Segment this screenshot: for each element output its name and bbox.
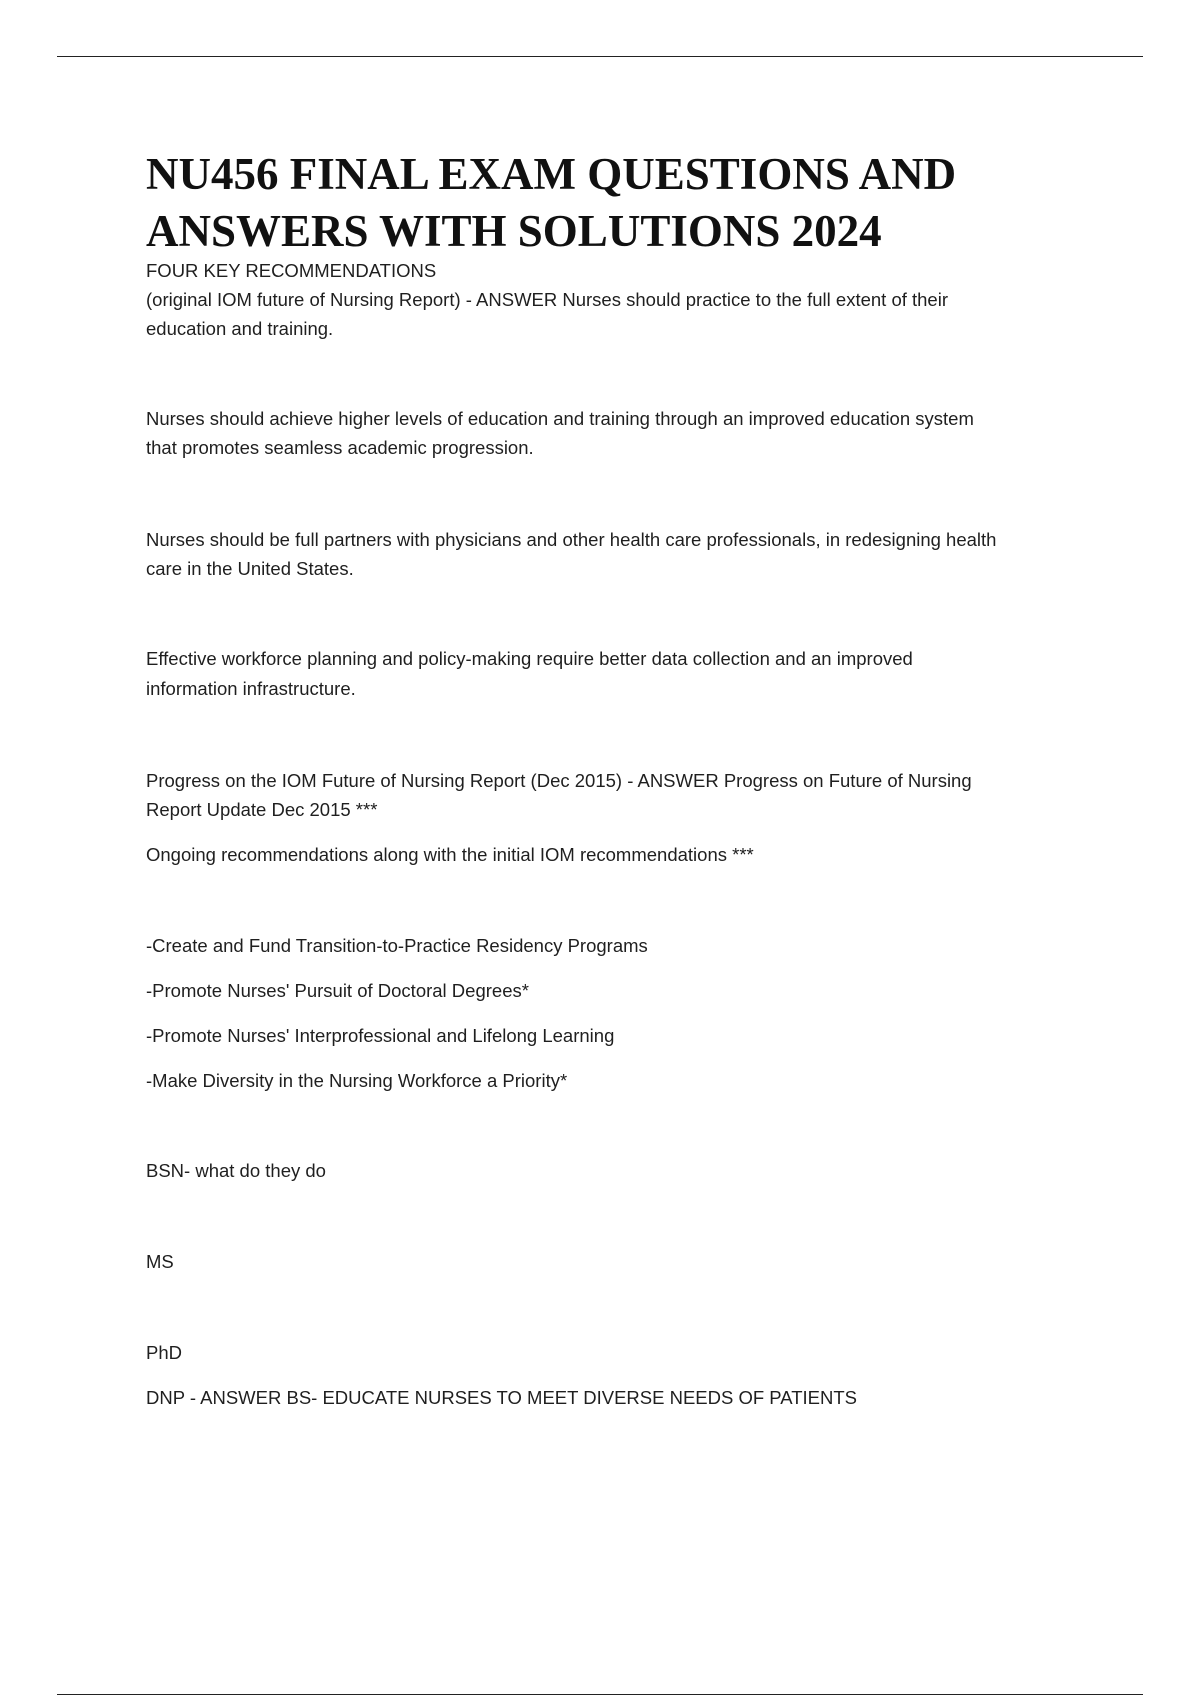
text-line: Ongoing recommendations along with the initial IOM recommendations *** — [146, 844, 754, 865]
text-line: information infrastructure. — [146, 678, 356, 699]
list-item: -Make Diversity in the Nursing Workforce a Priority* — [146, 1070, 568, 1091]
title-line-2: ANSWERS WITH SOLUTIONS 2024 — [146, 206, 882, 256]
top-rule — [57, 56, 1143, 57]
text-line: Report Update Dec 2015 *** — [146, 799, 378, 820]
document-title — [146, 146, 1106, 260]
text-line: (original IOM future of Nursing Report) - ANSWER Nurses should practice to the full extent of their — [146, 289, 948, 310]
text-line: Effective workforce planning and policy-making require better data collection and an improved — [146, 648, 913, 669]
bottom-rule — [57, 1694, 1143, 1695]
text-line: education and training. — [146, 318, 334, 339]
list-item: -Promote Nurses' Interprofessional and Lifelong Learning — [146, 1025, 615, 1046]
text-line: care in the United States. — [146, 558, 354, 579]
text-line: Nurses should achieve higher levels of education and training through an improved education system — [146, 408, 974, 429]
section-heading: FOUR KEY RECOMMENDATIONS — [146, 260, 437, 281]
text-line: MS — [146, 1251, 174, 1272]
list-item: -Promote Nurses' Pursuit of Doctoral Degrees* — [146, 980, 529, 1001]
list-item: -Create and Fund Transition-to-Practice Residency Programs — [146, 935, 648, 956]
text-line: PhD — [146, 1342, 182, 1363]
text-line: BSN- what do they do — [146, 1160, 326, 1181]
text-line: that promotes seamless academic progression. — [146, 437, 534, 458]
title-line-1: NU456 FINAL EXAM QUESTIONS AND — [146, 149, 957, 199]
text-line: Nurses should be full partners with physicians and other health care professionals, in redesigning health — [146, 529, 997, 550]
text-line: DNP - ANSWER BS- EDUCATE NURSES TO MEET DIVERSE NEEDS OF PATIENTS — [146, 1387, 858, 1408]
text-line: Progress on the IOM Future of Nursing Report (Dec 2015) - ANSWER Progress on Future of Nursing — [146, 770, 972, 791]
